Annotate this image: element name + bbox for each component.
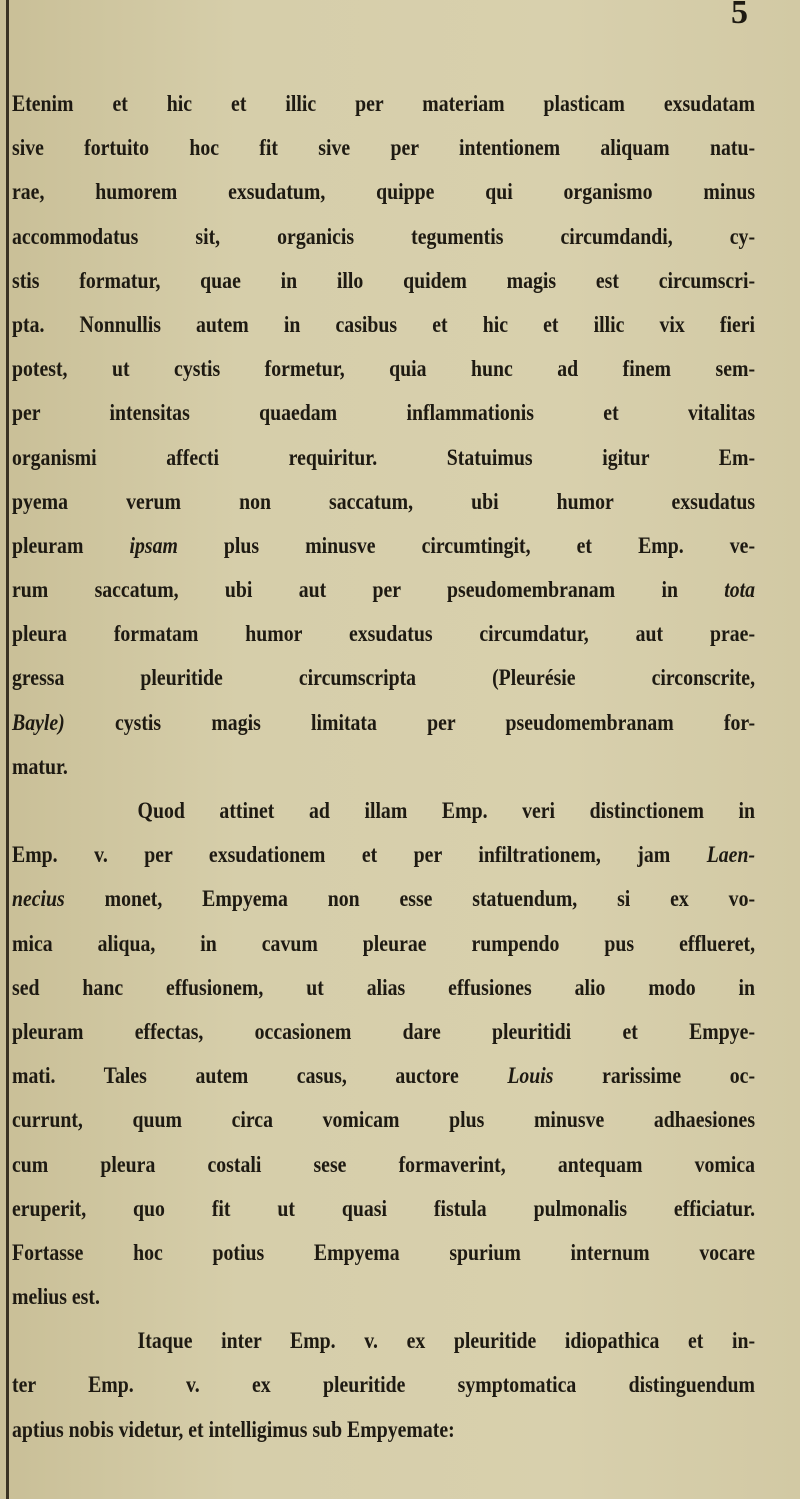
text-line — [12, 789, 755, 833]
text-line — [12, 1098, 755, 1142]
text-line — [12, 966, 755, 1010]
line-content — [12, 886, 755, 911]
line-content: pyema verum non saccatum, ubi humor exsudatus — [12, 488, 756, 514]
text-line — [12, 391, 755, 435]
text-segment: plus minusve circumtingit, et Emp. ve- — [177, 532, 756, 558]
body-text — [12, 82, 755, 1452]
line-content: Fortasse hoc potius Empyema spurium internum vocare — [12, 1239, 756, 1265]
line-content: per intensitas quaedam inflammationis et vitalitas — [12, 400, 756, 426]
text-segment: mati. Tales autem casus, auctore — [12, 1063, 508, 1089]
line-content: Quod attinet ad illam Emp. veri distinctionem in — [137, 798, 756, 823]
line-content: pleuram effectas, occasionem dare pleuritidi et Empye- — [12, 1018, 756, 1044]
text-line — [12, 701, 755, 745]
line-content — [12, 1063, 755, 1088]
text-line — [12, 745, 755, 789]
italic-term: Louis — [507, 1063, 554, 1089]
italic-term: Bayle) — [12, 709, 65, 735]
text-line — [12, 259, 755, 303]
text-line — [12, 568, 755, 612]
italic-term: Laen- — [706, 842, 756, 868]
line-content: mica aliqua, in cavum pleurae rumpendo pus efflueret, — [12, 930, 756, 956]
line-content: accommodatus sit, organicis tegumentis circumdandi, cy- — [12, 223, 756, 249]
line-content: currunt, quum circa vomicam plus minusve adhaesiones — [12, 1107, 756, 1133]
text-line — [12, 1408, 755, 1452]
text-segment: pleuram — [12, 532, 130, 558]
italic-term: tota — [724, 577, 756, 603]
text-line — [12, 1231, 755, 1275]
line-content: ter Emp. v. ex pleuritide symptomatica distinguendum — [12, 1372, 756, 1398]
italic-term: ipsam — [129, 532, 178, 558]
text-line — [12, 436, 755, 480]
text-line — [12, 656, 755, 700]
text-line — [12, 170, 755, 214]
text-line — [12, 347, 755, 391]
text-line — [12, 1143, 755, 1187]
text-line — [12, 1363, 755, 1407]
line-content: rae, humorem exsudatum, quippe qui organismo minus — [12, 179, 756, 205]
page-number: 5 — [731, 0, 748, 31]
text-segment: rum saccatum, ubi aut per pseudomembranam in — [12, 577, 725, 603]
line-content: Itaque inter Emp. v. ex pleuritide idiopathica et in- — [137, 1328, 756, 1354]
page-binding-edge — [6, 0, 9, 1499]
text-line — [12, 922, 755, 966]
text-line — [12, 1010, 755, 1054]
text-line — [12, 303, 755, 347]
line-content — [12, 577, 755, 602]
text-line — [12, 480, 755, 524]
line-content: sive fortuito hoc fit sive per intentionem aliquam natu- — [12, 135, 756, 161]
line-content: melius est. — [12, 1284, 100, 1310]
line-content: Etenim et hic et illic per materiam plasticam exsudatam — [12, 91, 756, 116]
line-content: pleura formatam humor exsudatus circumdatur, aut prae- — [12, 621, 756, 647]
line-content: gressa pleuritide circumscripta (Pleurésie circonscrite, — [12, 665, 756, 691]
line-content: pta. Nonnullis autem in casibus et hic et illic vix fieri — [12, 311, 756, 337]
text-line — [12, 82, 755, 126]
text-segment: cystis magis limitata per pseudomembranam for- — [64, 709, 756, 735]
text-line — [12, 833, 755, 877]
line-content: cum pleura costali sese formaverint, antequam vomica — [12, 1151, 756, 1177]
text-segment: monet, Empyema non esse statuendum, si ex vo- — [64, 886, 756, 912]
line-content: eruperit, quo fit ut quasi fistula pulmonalis efficiatur. — [12, 1195, 756, 1221]
line-content — [12, 842, 755, 867]
line-content: matur. — [12, 753, 68, 779]
line-content: organismi affecti requiritur. Statuimus igitur Em- — [12, 444, 756, 470]
text-line — [12, 612, 755, 656]
text-line — [12, 1319, 755, 1363]
text-line — [12, 1275, 755, 1319]
line-content — [12, 710, 755, 735]
text-line — [12, 215, 755, 259]
text-line — [12, 126, 755, 170]
text-line — [12, 1054, 755, 1098]
text-segment: rarissime oc- — [553, 1063, 756, 1089]
text-line — [12, 524, 755, 568]
line-content — [12, 533, 755, 558]
text-line — [12, 1187, 755, 1231]
line-content: potest, ut cystis formetur, quia hunc ad finem sem- — [12, 356, 756, 382]
line-content: sed hanc effusionem, ut alias effusiones alio modo in — [12, 974, 756, 1000]
line-content: stis formatur, quae in illo quidem magis est circumscri- — [12, 267, 756, 293]
italic-term: necius — [12, 886, 65, 912]
text-segment: Emp. v. per exsudationem et per infiltrationem, jam — [12, 842, 707, 868]
line-content: aptius nobis videtur, et intelligimus sub Empyemate: — [12, 1416, 455, 1442]
text-line — [12, 877, 755, 921]
